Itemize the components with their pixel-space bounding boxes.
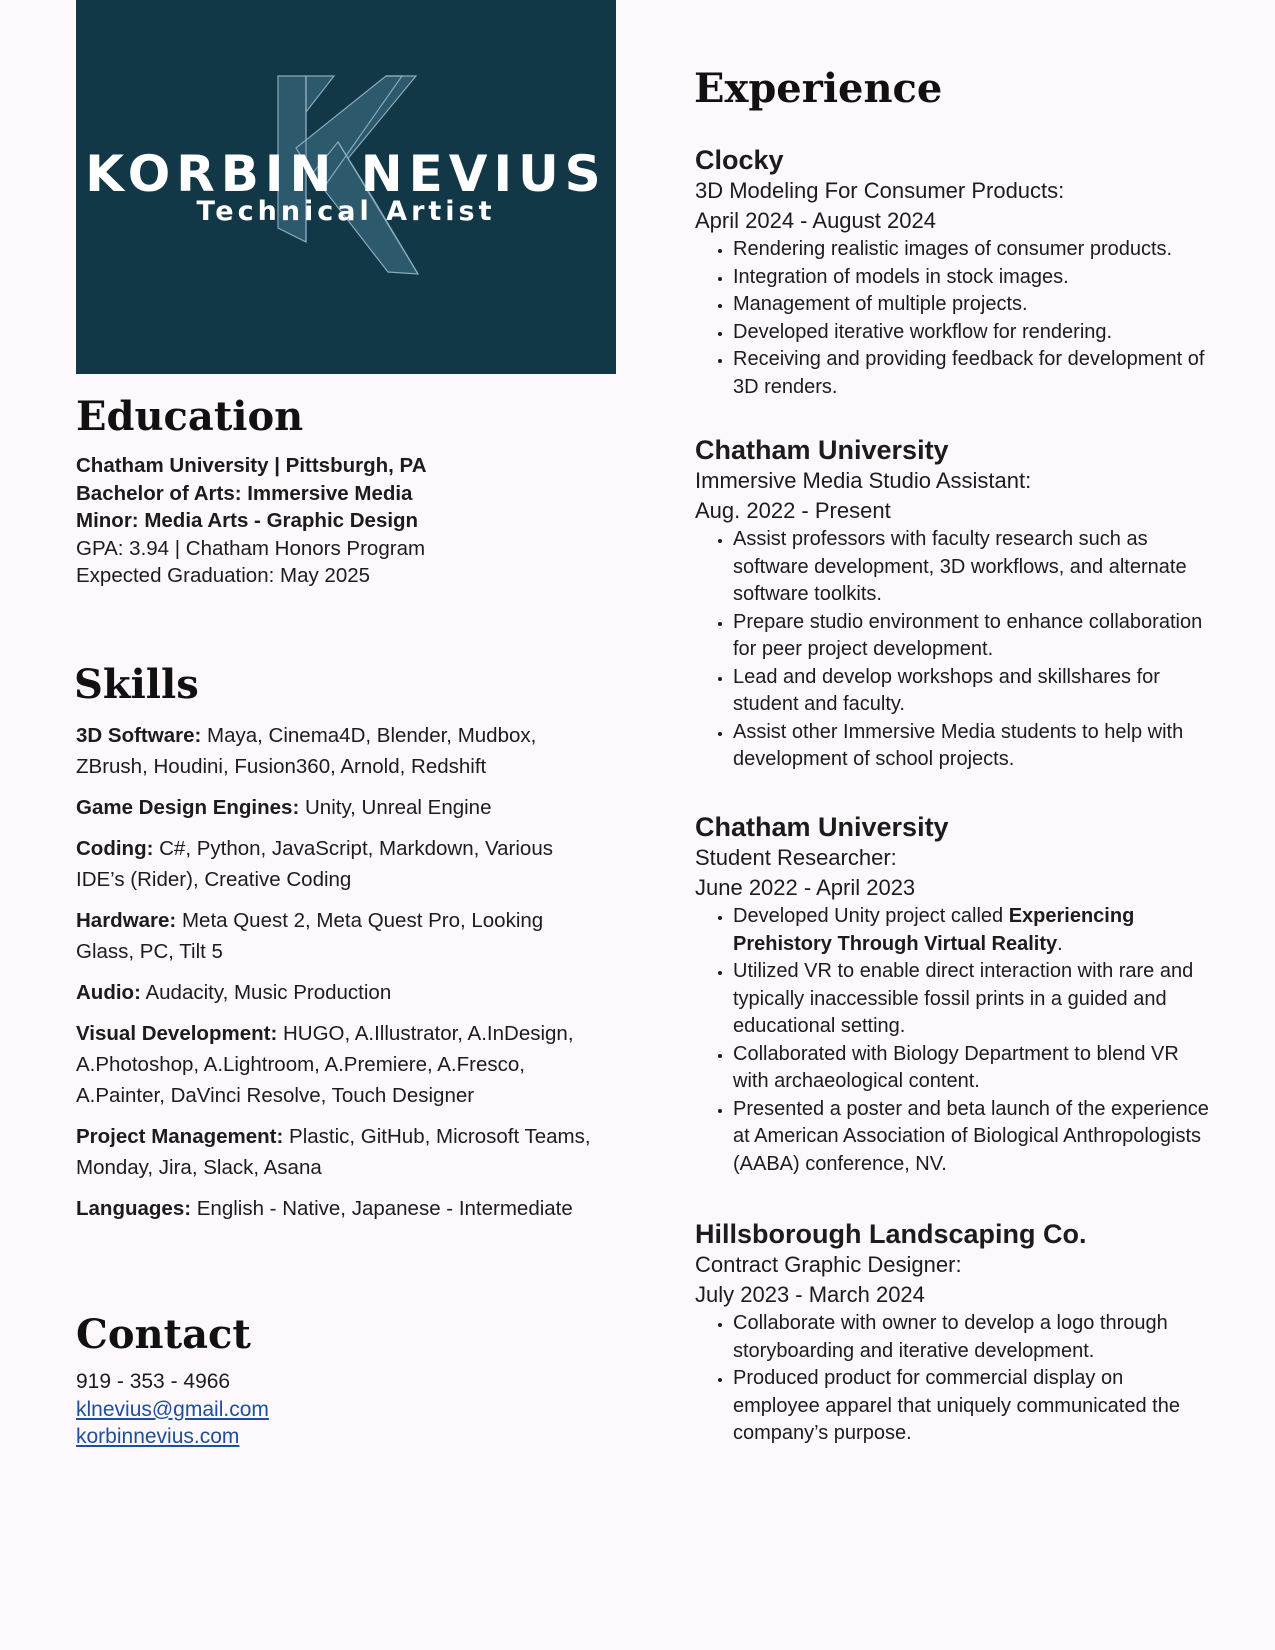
education-details [76,452,427,590]
job-dates: July 2023 - March 2024 [695,1282,925,1307]
skill-item: 3D Software: Maya, Cinema4D, Blender, Mudbox, ZBrush, Houdini, Fusion360, Arnold, Redshift [76,724,537,778]
skills-list [76,720,606,1234]
job-company: Chatham University [695,435,949,465]
list-item: • Prepare studio environment to enhance collaboration for peer project development. [733,609,1215,664]
job-role: Immersive Media Studio Assistant: [695,468,1032,493]
person-name: KORBIN NEVIUS [85,145,607,203]
contact-phone: 919 - 353 - 4966 [76,1370,231,1393]
list-item: • Management of multiple projects. [733,291,1215,319]
list-item: • Produced product for commercial display on employee apparel that uniquely communicated the company’s purpose. [733,1365,1215,1448]
list-item: • Receiving and providing feedback for development of 3D renders. [733,346,1215,401]
education-degree: Bachelor of Arts: Immersive Media [76,481,413,505]
job-bullets [695,903,1215,1178]
education-school: Chatham University | Pittsburgh, PA [76,454,427,477]
job-bullets [695,1310,1215,1448]
job-company: Clocky [695,145,784,175]
list-item: • Presented a poster and beta launch of the experience at American Association of Biological Anthropologists (AABA) conference, NV. [733,1096,1215,1179]
list-item: • Lead and develop workshops and skillshares for student and faculty. [733,664,1215,719]
job-role: Student Researcher: [695,845,897,870]
skill-item: Coding: C#, Python, JavaScript, Markdown, Various IDE’s (Rider), Creative Coding [76,837,553,891]
education-minor: Minor: Media Arts - Graphic Design [76,509,419,532]
list-item: • Developed Unity project called Experiencing Prehistory Through Virtual Reality. [733,903,1215,958]
list-item: • Developed iterative workflow for rendering. [733,319,1215,347]
experience-heading: Experience [694,65,943,112]
contact-heading: Contact [76,1311,251,1358]
education-graduation: Expected Graduation: May 2025 [76,564,371,587]
education-gpa: GPA: 3.94 | Chatham Honors Program [76,536,426,560]
skill-item: Project Management: Plastic, GitHub, Microsoft Teams, Monday, Jira, Slack, Asana [76,1125,591,1179]
list-item: • Assist other Immersive Media students to help with development of school projects. [733,719,1215,774]
job-bullets [695,526,1215,774]
contact-website-link[interactable]: korbinnevius.com [76,1425,240,1448]
job-dates: Aug. 2022 - Present [695,498,891,523]
skill-item: Languages: English - Native, Japanese - Intermediate [76,1197,573,1220]
list-item: • Integration of models in stock images. [733,264,1215,292]
job-role: 3D Modeling For Consumer Products: [695,178,1065,203]
job-dates: June 2022 - April 2023 [695,875,916,900]
skill-item: Audio: Audacity, Music Production [76,981,392,1004]
job-entry-clocky [695,144,1215,401]
job-bullets [695,236,1215,401]
list-item: • Utilized VR to enable direct interaction with rare and typically inaccessible fossil prints in a guided and educational setting. [733,958,1215,1041]
skills-heading: Skills [74,661,199,708]
skill-item: Visual Development: HUGO, A.Illustrator, A.InDesign, A.Photoshop, A.Lightroom, A.Premiere, A.Fresco, A.Painter, DaVinci Resolve, Touch Designer [76,1022,574,1107]
skill-item: Game Design Engines: Unity, Unreal Engine [76,796,492,819]
list-item: • Collaborate with owner to develop a logo through storyboarding and iterative development. [733,1310,1215,1365]
job-entry-hillsborough [695,1218,1215,1448]
list-item: • Rendering realistic images of consumer products. [733,236,1215,264]
skill-item: Hardware: Meta Quest 2, Meta Quest Pro, Looking Glass, PC, Tilt 5 [76,909,544,963]
job-role: Contract Graphic Designer: [695,1252,962,1277]
job-company: Hillsborough Landscaping Co. [695,1219,1087,1249]
job-entry-studio-assistant [695,434,1215,774]
header-banner [76,0,616,374]
contact-details [76,1368,269,1451]
job-dates: April 2024 - August 2024 [695,208,936,233]
person-title: Technical Artist [196,196,496,227]
job-company: Chatham University [695,812,949,842]
list-item: • Assist professors with faculty research such as software development, 3D workflows, and alternate software toolkits. [733,526,1215,609]
list-item: • Collaborated with Biology Department to blend VR with archaeological content. [733,1041,1215,1096]
job-entry-student-researcher [695,811,1215,1178]
project-title: Experiencing Prehistory Through Virtual Reality [733,905,1135,955]
contact-email-link[interactable]: klnevius@gmail.com [76,1397,269,1421]
education-heading: Education [76,393,304,440]
